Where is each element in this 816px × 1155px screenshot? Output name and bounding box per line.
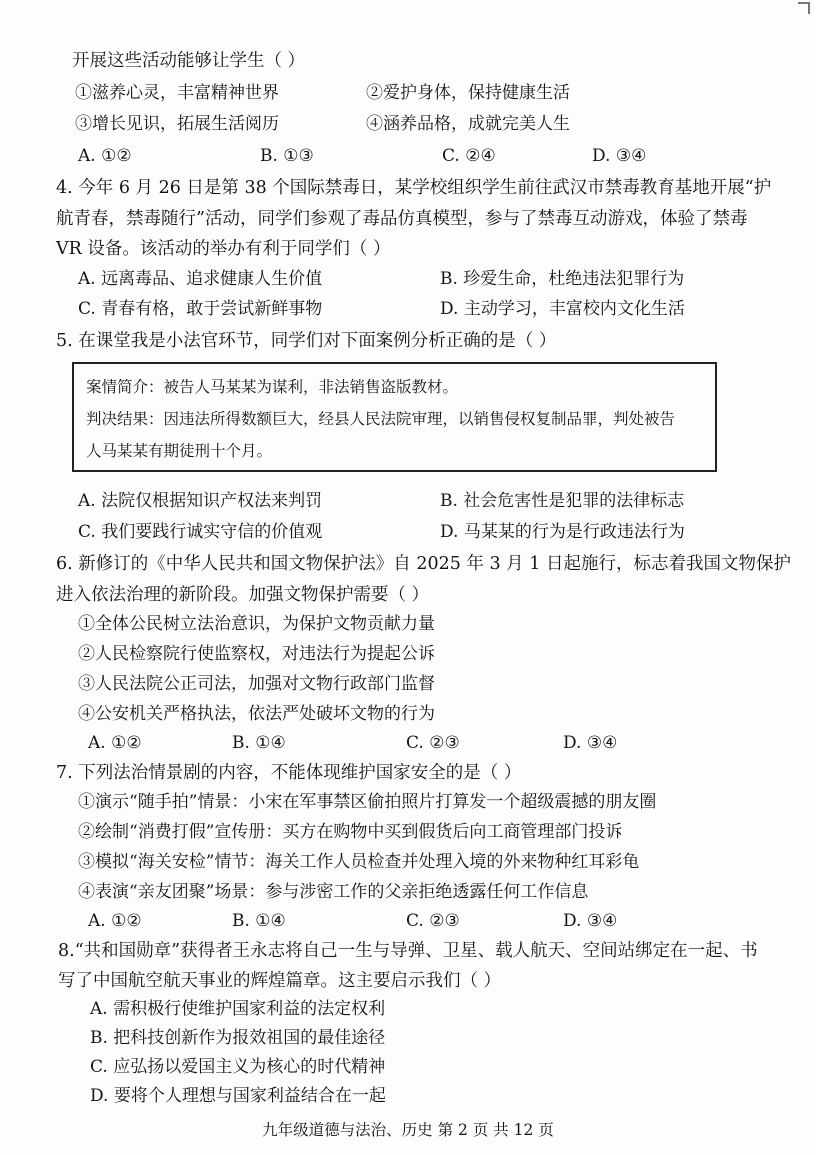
q7-item-4: ④表演“亲友团聚”场景：参与涉密工作的父亲拒绝透露任何工作信息 <box>78 882 589 902</box>
q3-item-2: ②爱护身体，保持健康生活 <box>366 83 570 103</box>
q6-option-b: B. ①④ <box>232 733 286 753</box>
case-line-3: 人马某某有期徒刑十个月。 <box>86 442 273 460</box>
q3-option-a: A. ①② <box>78 146 132 166</box>
q6-item-2: ②人民检察院行使监察权，对违法行为提起公诉 <box>78 644 435 664</box>
q8-stem-line-1: 8.“共和国勋章”获得者王永志将自己一生与导弹、卫星、载人航天、空间站绑定在一起、书 <box>58 941 758 961</box>
q5-option-a: A. 法院仅根据知识产权法来判罚 <box>78 491 323 511</box>
q5-option-c: C. 我们要践行诚实守信的价值观 <box>78 522 323 542</box>
q4-stem-line-3: VR 设备。该活动的举办有利于同学们（ ） <box>56 239 391 259</box>
q4-option-d: D. 主动学习，丰富校内文化生活 <box>440 299 685 319</box>
q6-stem-line-1: 6. 新修订的《中华人民共和国文物保护法》自 2025 年 3 月 1 日起施行，标志着我国文物保护 <box>56 554 791 574</box>
q3-option-b: B. ①③ <box>260 146 314 166</box>
q8-option-b: B. 把科技创新作为报效祖国的最佳途径 <box>90 1028 386 1048</box>
q3-option-c: C. ②④ <box>442 146 496 166</box>
q8-option-a: A. 需积极行使维护国家利益的法定权利 <box>90 999 386 1019</box>
q7-option-d: D. ③④ <box>563 911 618 931</box>
q3-item-4: ④涵养品格，成就完美人生 <box>366 114 570 134</box>
q7-item-2: ②绘制“消费打假”宣传册：买方在购物中买到假货后向工商管理部门投诉 <box>78 822 623 842</box>
q7-item-1: ①演示“随手拍”情景：小宋在军事禁区偷拍照片打算发一个超级震撼的朋友圈 <box>78 792 657 812</box>
q4-stem-line-2: 航青春，禁毒随行”活动，同学们参观了毒品仿真模型，参与了禁毒互动游戏，体验了禁毒 <box>56 209 748 229</box>
q7-option-b: B. ①④ <box>232 911 286 931</box>
q6-option-a: A. ①② <box>88 733 142 753</box>
q3-item-3: ③增长见识，拓展生活阅历 <box>75 114 279 134</box>
q4-option-a: A. 远离毒品、追求健康人生价值 <box>78 269 323 289</box>
q3-item-1: ①滋养心灵，丰富精神世界 <box>75 83 279 103</box>
page-footer: 九年级道德与法治、历史 第 2 页 共 12 页 <box>262 1121 554 1139</box>
q8-option-d: D. 要将个人理想与国家利益结合在一起 <box>90 1086 386 1106</box>
q7-option-a: A. ①② <box>88 911 142 931</box>
q8-option-c: C. 应弘扬以爱国主义为核心的时代精神 <box>90 1057 386 1077</box>
q6-option-c: C. ②③ <box>406 733 460 753</box>
q8-stem-line-2: 写了中国航空航天事业的辉煌篇章。这主要启示我们（ ） <box>58 971 502 991</box>
q7-option-c: C. ②③ <box>406 911 460 931</box>
q6-item-3: ③人民法院公正司法，加强对文物行政部门监督 <box>78 674 435 694</box>
q4-stem-line-1: 4. 今年 6 月 26 日是第 38 个国际禁毒日，某学校组织学生前往武汉市禁毒教育基地开展“护 <box>56 178 772 198</box>
q6-option-d: D. ③④ <box>563 733 618 753</box>
q3-stem: 开展这些活动能够让学生（ ） <box>72 51 306 71</box>
q7-item-3: ③模拟“海关安检”情节：海关工作人员检查并处理入境的外来物种红耳彩龟 <box>78 852 640 872</box>
case-line-1: 案情简介：被告人马某某为谋利，非法销售盗版教材。 <box>86 378 459 396</box>
corner-mark <box>798 2 810 14</box>
q6-stem-line-2: 进入依法治理的新阶段。加强文物保护需要（ ） <box>56 585 430 605</box>
q6-item-4: ④公安机关严格执法，依法严处破坏文物的行为 <box>78 704 435 724</box>
case-box <box>72 362 717 472</box>
q6-item-1: ①全体公民树立法治意识，为保护文物贡献力量 <box>78 614 435 634</box>
q5-stem: 5. 在课堂我是小法官环节，同学们对下面案例分析正确的是（ ） <box>56 331 557 351</box>
case-line-2: 判决结果：因违法所得数额巨大，经县人民法院审理，以销售侵权复制品罪，判处被告 <box>86 410 676 428</box>
q3-option-d: D. ③④ <box>592 146 647 166</box>
q7-stem: 7. 下列法治情景剧的内容，不能体现维护国家安全的是（ ） <box>56 763 522 783</box>
q4-option-c: C. 青春有格，敢于尝试新鲜事物 <box>78 299 323 319</box>
q4-option-b: B. 珍爱生命，杜绝违法犯罪行为 <box>440 269 685 289</box>
q5-option-d: D. 马某某的行为是行政违法行为 <box>440 522 685 542</box>
q5-option-b: B. 社会危害性是犯罪的法律标志 <box>440 491 685 511</box>
